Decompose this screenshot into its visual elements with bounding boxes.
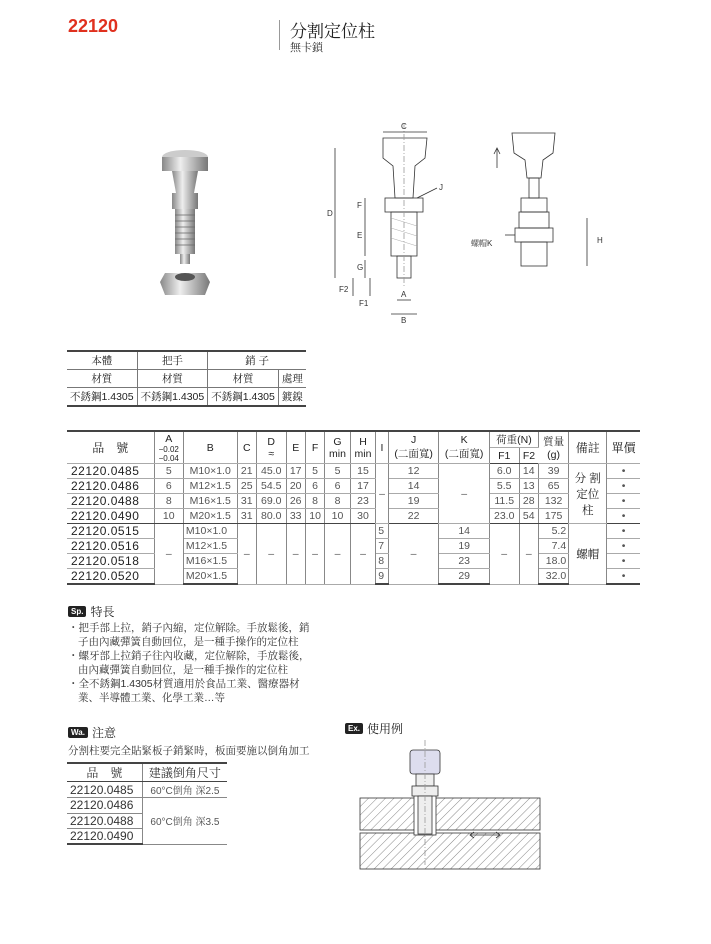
cell-i: 8 [376, 554, 389, 569]
label-d: D [327, 209, 333, 218]
cell-price: • [607, 479, 640, 494]
feature-text: 螺牙部上拉銷子往內收藏，定位解除，手放鬆後，由內藏彈簧自動回位，是一種手操作的定位柱 [78, 650, 310, 676]
cell-price: • [607, 569, 640, 585]
spec-table [67, 430, 640, 585]
cell-d: 45.0 [256, 464, 286, 479]
feature-text: 全不銹鋼1.4305材質適用於食品工業、醫療器材業、半導體工業、化學工業…等 [78, 678, 300, 704]
example-heading [345, 720, 403, 737]
cell-part: 22120.0486 [67, 479, 154, 494]
cell-a: 10 [154, 509, 183, 524]
cell-f1: 23.0 [489, 509, 519, 524]
col-k-sub: (二面寬) [444, 448, 484, 460]
cell-j: 12 [388, 464, 439, 479]
label-f2: F2 [339, 285, 349, 294]
col-f1: F1 [489, 448, 519, 464]
wa-badge: Wa. [68, 727, 88, 738]
mat-value: 不銹鋼1.4305 [137, 388, 208, 407]
label-f1: F1 [359, 299, 369, 308]
cell-h: 15 [350, 464, 375, 479]
table-row [67, 494, 640, 509]
label-g: G [357, 263, 364, 272]
label-h: H [597, 236, 603, 245]
cell-e: 33 [286, 509, 305, 524]
label-e: E [357, 231, 363, 240]
features-title: 特長 [90, 605, 115, 619]
cell-f1: – [489, 524, 519, 585]
cell-mass: 175 [538, 509, 568, 524]
cell-i: 5 [376, 524, 389, 539]
label-k: 螺帽K [471, 239, 493, 248]
cell-f2: – [519, 524, 538, 585]
mat-pin: 銷 子 [208, 351, 306, 370]
cell-c: 31 [237, 494, 256, 509]
cell-g: – [325, 524, 350, 585]
label-f: F [357, 201, 362, 210]
col-mass [538, 431, 568, 464]
cell-f2: 13 [519, 479, 538, 494]
cell-f: 8 [305, 494, 324, 509]
col-i: I [376, 431, 389, 464]
cell-part: 22120.0488 [67, 494, 154, 509]
cell-e: – [286, 524, 305, 585]
cell-mass: 7.4 [538, 539, 568, 554]
col-note: 備註 [569, 431, 607, 464]
cell-f1: 11.5 [489, 494, 519, 509]
cell-part: 22120.0516 [67, 539, 154, 554]
feature-item: ・全不銹鋼1.4305材質適用於食品工業、醫療器材業、半導體工業、化學工業…等 [68, 678, 300, 704]
col-g-sub: min [329, 447, 346, 460]
chamfer-part: 22120.0485 [67, 782, 142, 798]
label-c: C [401, 122, 407, 131]
cell-a: – [154, 524, 183, 585]
cell-b: M16×1.5 [183, 494, 237, 509]
col-j [388, 431, 439, 464]
col-part: 品 號 [67, 431, 154, 464]
col-j-label: J [410, 434, 417, 446]
col-d-sub: ≈ [268, 447, 275, 460]
page-subtitle: 無卡鎖 [290, 42, 323, 54]
cell-h: 17 [350, 479, 375, 494]
cell-i: 9 [376, 569, 389, 585]
col-load: 荷重(N) [489, 431, 538, 448]
cell-k: – [439, 464, 490, 524]
features-heading [68, 603, 114, 620]
cell-g: 5 [325, 464, 350, 479]
cell-e: 17 [286, 464, 305, 479]
cell-k: 19 [439, 539, 490, 554]
features-list [68, 621, 318, 705]
col-g-label: G [333, 435, 342, 448]
table-row [67, 509, 640, 524]
col-c: C [237, 431, 256, 464]
cell-b: M12×1.5 [183, 539, 237, 554]
cell-d: 69.0 [256, 494, 286, 509]
example-title: 使用例 [367, 722, 404, 736]
chamfer-value: 60°C倒角 深2.5 [142, 782, 227, 798]
cell-mass: 18.0 [538, 554, 568, 569]
caution-heading [68, 724, 116, 741]
col-f2: F2 [519, 448, 538, 464]
cell-part: 22120.0520 [67, 569, 154, 585]
col-d [256, 431, 286, 464]
feature-text: 把手部上拉，銷子內縮，定位解除。手放鬆後，銷子由內藏彈簧自動回位，是一種手操作的定位柱 [78, 622, 310, 648]
cell-c: 21 [237, 464, 256, 479]
cell-b: M10×1.0 [183, 524, 237, 539]
tol: −0.02 [158, 444, 179, 454]
caution-text: 分割柱要完全貼緊板子銷緊時，板面要施以倒角加工 [68, 745, 310, 757]
cell-f1: 6.0 [489, 464, 519, 479]
cell-a: 5 [154, 464, 183, 479]
mat-treatment-label: 處理 [278, 370, 306, 388]
cell-mass: 5.2 [538, 524, 568, 539]
cell-b: M12×1.5 [183, 479, 237, 494]
mat-body: 本體 [67, 351, 137, 370]
col-b: B [183, 431, 237, 464]
chamfer-part: 22120.0490 [67, 829, 142, 845]
col-j-sub: (二面寬) [394, 448, 433, 460]
cell-mass: 39 [538, 464, 568, 479]
chamfer-part: 22120.0486 [67, 798, 142, 814]
cell-b: M20×1.5 [183, 569, 237, 585]
mat-value: 不銹鋼1.4305 [67, 388, 137, 407]
chamfer-part: 22120.0488 [67, 813, 142, 829]
col-k-label: K [460, 434, 468, 446]
cell-price: • [607, 524, 640, 539]
sp-badge: Sp. [68, 606, 86, 617]
mat-label: 材質 [137, 370, 208, 388]
mat-treatment: 鍍鎳 [278, 388, 306, 407]
cell-e: 20 [286, 479, 305, 494]
tol: −0.04 [158, 453, 179, 463]
feature-item: ・把手部上拉，銷子內縮，定位解除。手放鬆後，銷子由內藏彈簧自動回位，是一種手操作的定位柱 [68, 622, 310, 648]
cell-f: 10 [305, 509, 324, 524]
mat-handle: 把手 [137, 351, 208, 370]
label-b: B [401, 316, 407, 325]
dimension-drawing [325, 118, 615, 328]
cell-price: • [607, 539, 640, 554]
cell-d: 80.0 [256, 509, 286, 524]
cell-j: 22 [388, 509, 439, 524]
cell-d: 54.5 [256, 479, 286, 494]
cell-i: 7 [376, 539, 389, 554]
chamfer-table [67, 762, 227, 845]
col-f: F [305, 431, 324, 464]
cell-k: 14 [439, 524, 490, 539]
cell-j: – [388, 524, 439, 585]
cell-h: 23 [350, 494, 375, 509]
col-a [154, 431, 183, 464]
cell-part: 22120.0518 [67, 554, 154, 569]
feature-item: ・螺牙部上拉銷子往內收藏，定位解除，手放鬆後，由內藏彈簧自動回位，是一種手操作的定位柱 [68, 650, 310, 676]
cell-c: 25 [237, 479, 256, 494]
product-code: 22120 [68, 16, 119, 36]
chamfer-value: 60°C倒角 深3.5 [142, 798, 227, 845]
cell-f: – [305, 524, 324, 585]
col-h [350, 431, 375, 464]
cell-k: 29 [439, 569, 490, 585]
cell-k: 23 [439, 554, 490, 569]
cell-part: 22120.0490 [67, 509, 154, 524]
cell-b: M16×1.5 [183, 554, 237, 569]
cell-j: 14 [388, 479, 439, 494]
divider [279, 20, 280, 50]
cell-f2: 54 [519, 509, 538, 524]
page-title: 分割定位柱 [290, 22, 375, 41]
cell-c: 31 [237, 509, 256, 524]
cell-price: • [607, 494, 640, 509]
cell-c: – [237, 524, 256, 585]
cell-note: 分 割 定位柱 [569, 464, 607, 524]
label-j: J [439, 183, 443, 192]
cell-g: 6 [325, 479, 350, 494]
usage-example-drawing [350, 740, 550, 870]
cell-a: 6 [154, 479, 183, 494]
chamfer-col-size: 建議倒角尺寸 [142, 763, 227, 782]
cell-j: 19 [388, 494, 439, 509]
cell-mass: 65 [538, 479, 568, 494]
cell-a: 8 [154, 494, 183, 509]
cell-e: 26 [286, 494, 305, 509]
cell-part: 22120.0515 [67, 524, 154, 539]
cell-price: • [607, 464, 640, 479]
col-g [325, 431, 350, 464]
table-row [67, 524, 640, 539]
cell-i: – [376, 464, 389, 524]
cell-f: 5 [305, 464, 324, 479]
cell-f2: 28 [519, 494, 538, 509]
cell-mass: 132 [538, 494, 568, 509]
cell-g: 10 [325, 509, 350, 524]
product-photo [150, 145, 220, 305]
cell-h: 30 [350, 509, 375, 524]
col-price: 單價 [607, 431, 640, 464]
cell-note: 螺帽 [569, 524, 607, 585]
col-e: E [286, 431, 305, 464]
cell-part: 22120.0485 [67, 464, 154, 479]
table-row [67, 464, 640, 479]
col-d-label: D [267, 435, 276, 448]
col-k [439, 431, 490, 464]
mat-value: 不銹鋼1.4305 [208, 388, 279, 407]
col-h-sub: min [354, 447, 372, 460]
materials-table [67, 350, 306, 407]
table-row [67, 479, 640, 494]
cell-price: • [607, 554, 640, 569]
col-mass-sub: (g) [547, 449, 561, 461]
cell-f2: 14 [519, 464, 538, 479]
cell-h: – [350, 524, 375, 585]
cell-f1: 5.5 [489, 479, 519, 494]
cell-f: 6 [305, 479, 324, 494]
ex-badge: Ex. [345, 723, 363, 734]
cell-price: • [607, 509, 640, 524]
cell-b: M20×1.5 [183, 509, 237, 524]
cell-b: M10×1.0 [183, 464, 237, 479]
cell-mass: 32.0 [538, 569, 568, 585]
caution-title: 注意 [91, 726, 116, 740]
mat-label: 材質 [208, 370, 279, 388]
label-a: A [401, 290, 407, 299]
col-a-label: A [165, 432, 173, 445]
cell-g: 8 [325, 494, 350, 509]
chamfer-col-part: 品 號 [67, 763, 142, 782]
cell-d: – [256, 524, 286, 585]
col-mass-label: 質量 [543, 436, 565, 448]
mat-label: 材質 [67, 370, 137, 388]
col-h-label: H [359, 435, 367, 448]
